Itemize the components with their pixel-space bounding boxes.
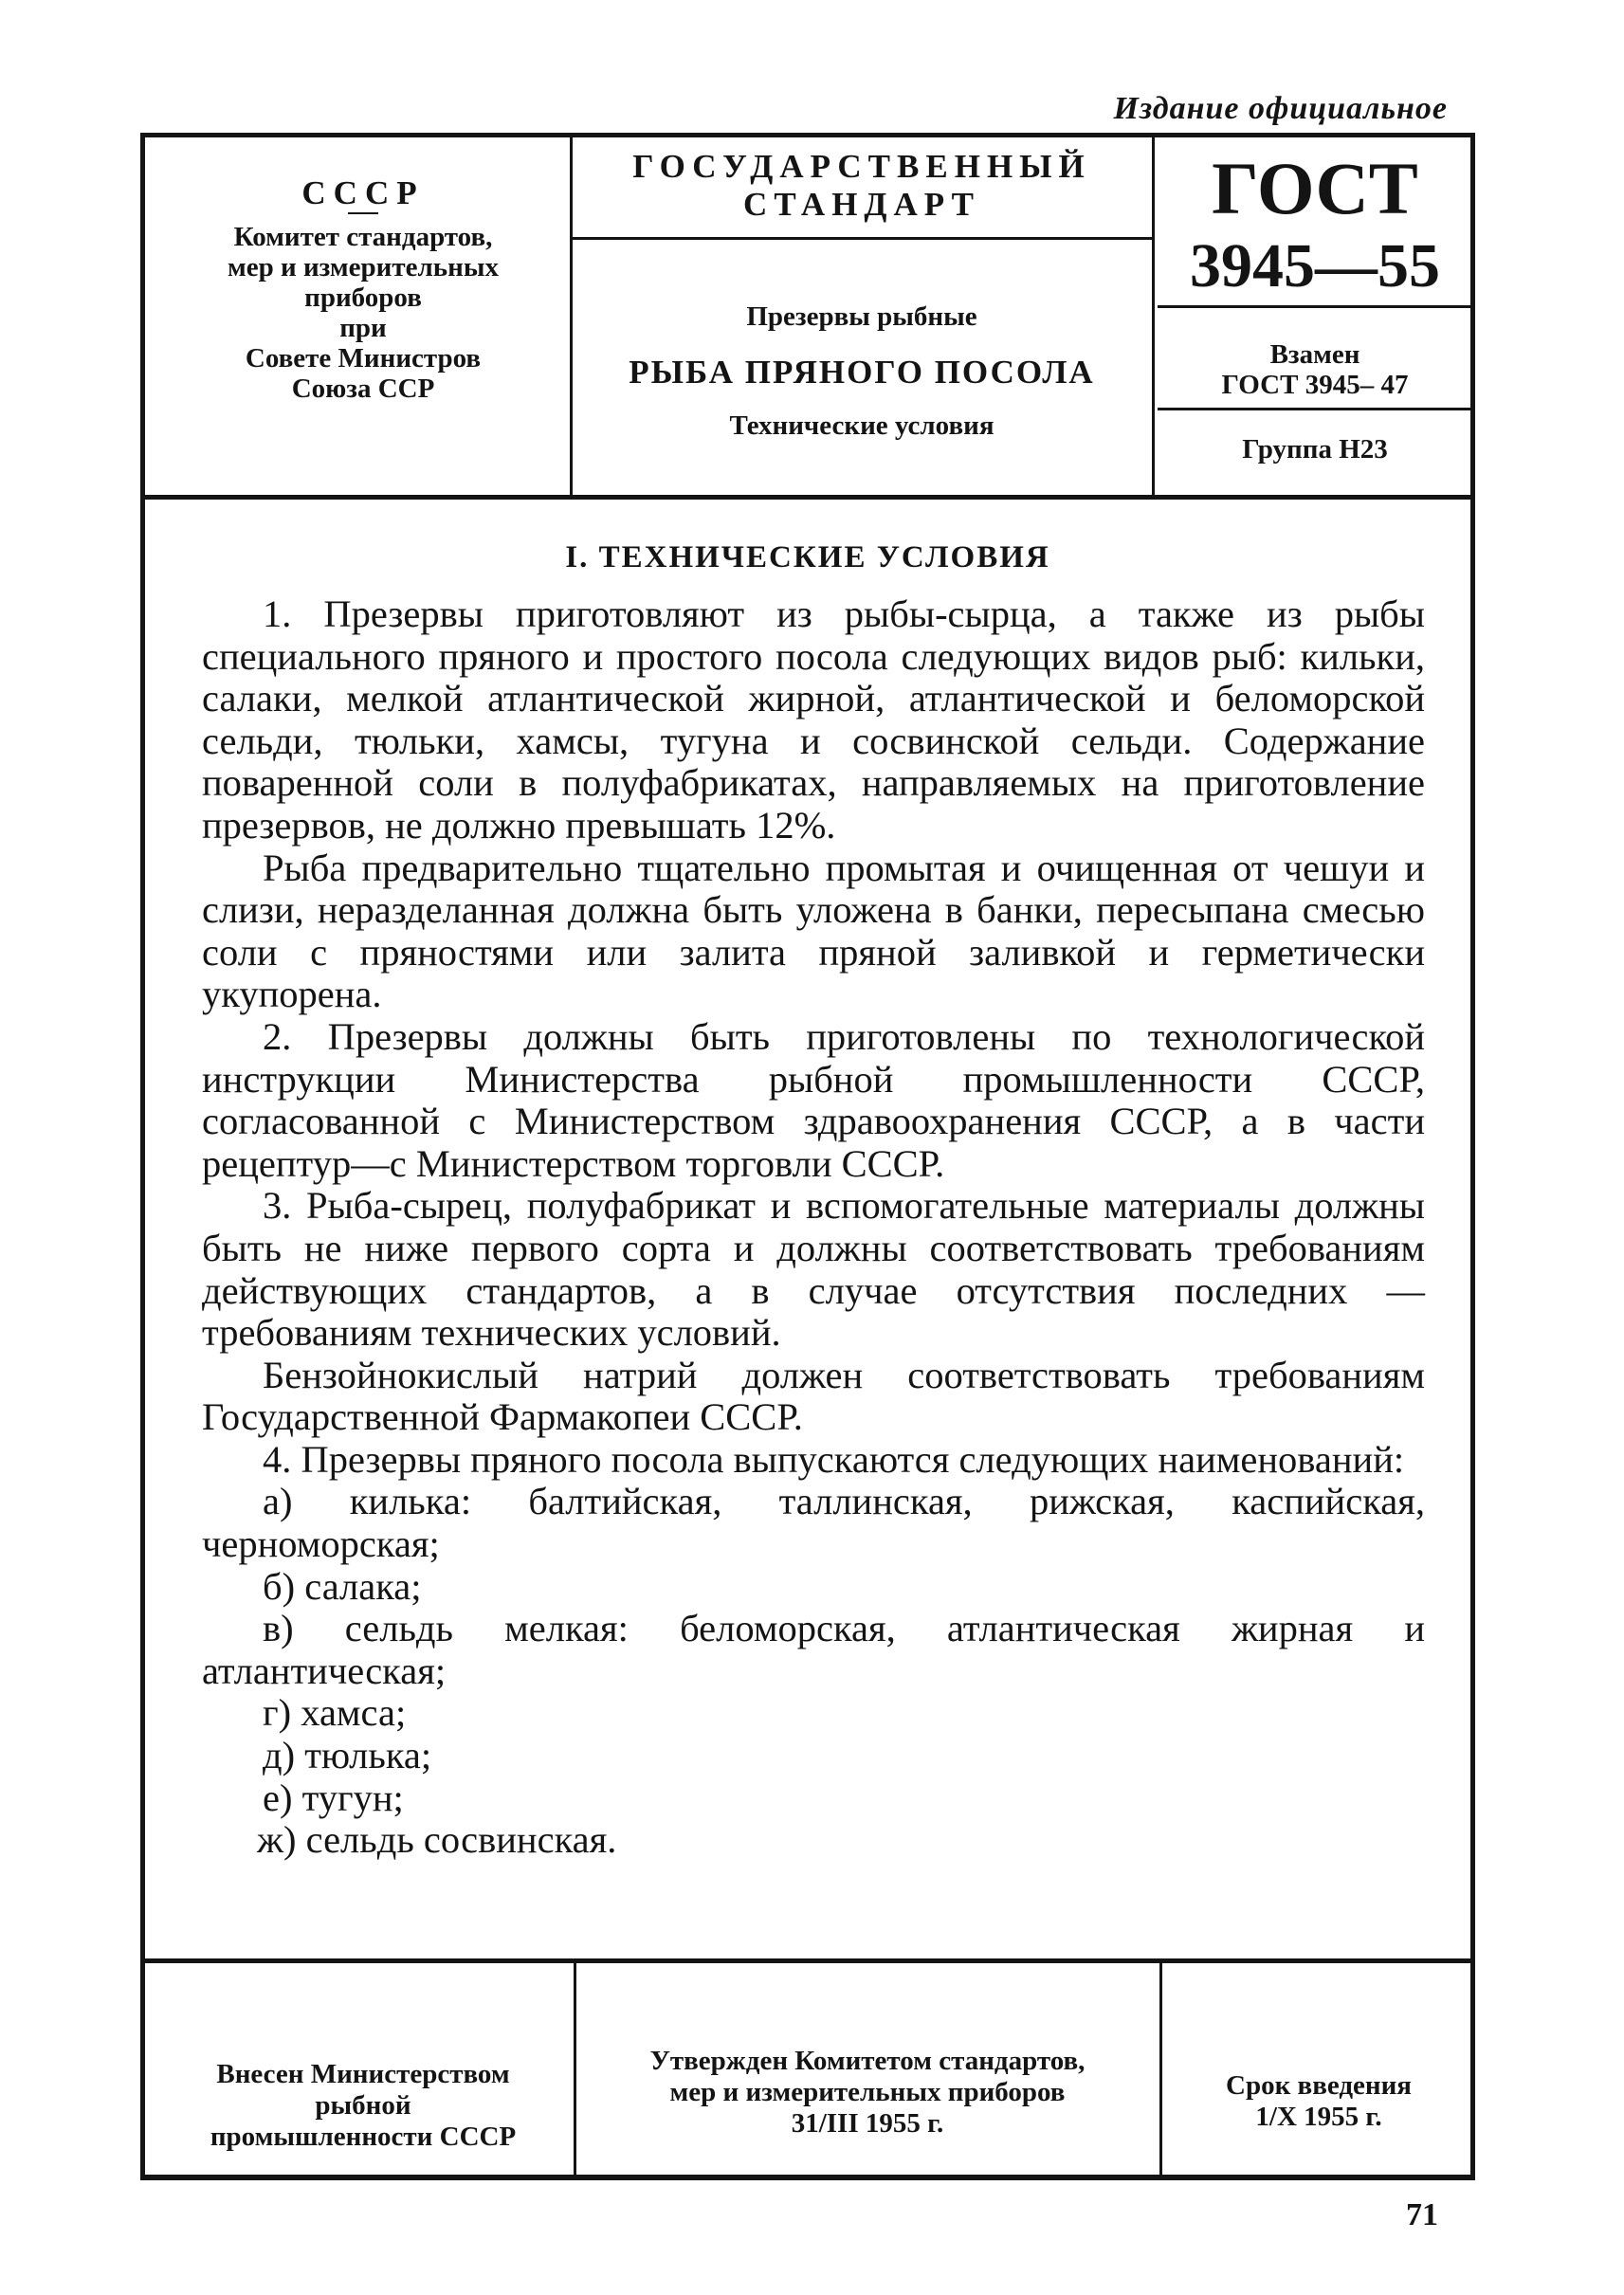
section-body: [202, 593, 1425, 1862]
issuer-line: приборов: [304, 282, 422, 313]
list-item: ж) сельдь сосвинская.: [257, 1818, 617, 1862]
header-bottom-rule: [140, 495, 1475, 500]
gost-rule: [1158, 305, 1475, 308]
paragraph: 4. Презервы пряного посола выпускаются следующих наименований:: [263, 1437, 1405, 1481]
introduced-by: [155, 2059, 572, 2153]
issuer-line: Совете Министров: [245, 343, 482, 373]
introduced-line: Внесен Министерством: [216, 2059, 510, 2089]
edition-label: Издание официальное: [1113, 91, 1448, 126]
list-item: д) тюлька;: [263, 1734, 432, 1777]
gost-label: ГОСТ: [1212, 147, 1418, 229]
approved-line: мер и измерительных приборов: [669, 2077, 1066, 2107]
section-title: I. ТЕХНИЧЕСКИЕ УСЛОВИЯ: [565, 540, 1050, 574]
heading-rule: [572, 237, 1152, 240]
introduced-line: рыбной: [315, 2090, 411, 2121]
gost-block: [1158, 147, 1472, 305]
effective-line: 1/Х 1955 г.: [1255, 2102, 1382, 2132]
gost-number: 3945—55: [1190, 231, 1440, 301]
paragraph: Рыба предварительно тщательно промытая и очищенная от чешуи и слизи, неразделанная должна быть уложена в банки, пересыпана смесью соли с пряностями или залита пряной заливкой и герметически укупорена.: [202, 846, 1425, 1016]
top-rule: [140, 133, 1475, 137]
list-item: б) салака;: [263, 1564, 422, 1608]
replaces-block: [1158, 339, 1472, 400]
effective-date: [1165, 2070, 1472, 2133]
list-item: г) хамса;: [263, 1691, 407, 1735]
product-name: РЫБА ПРЯНОГО ПОСОЛА: [629, 354, 1095, 391]
footer-divider-left: [574, 1962, 576, 2175]
list-item: е) тугун;: [263, 1776, 404, 1819]
approved-by: [577, 2046, 1158, 2140]
standard-title: [572, 290, 1152, 442]
replace-rule: [1158, 408, 1475, 410]
issuer-line: Комитет стандартов,: [233, 222, 493, 252]
standard-heading: [572, 148, 1152, 224]
issuer-block: [155, 174, 572, 404]
replace-line-1: Взамен: [1269, 339, 1360, 370]
header-divider-right: [1152, 133, 1155, 497]
footer-top-rule: [140, 1958, 1475, 1963]
footer-divider-right: [1159, 1962, 1162, 2175]
replace-line-2: ГОСТ 3945– 47: [1221, 370, 1409, 400]
heading-line-2: СТАНДАРТ: [743, 186, 980, 223]
page-number: 71: [1406, 2197, 1438, 2232]
paragraph: 2. Презервы должны быть приготовлены по технологической инструкции Министерства рыбной промышленности СССР, согласованной с Министерством здравоохранения СССР, а в части рецептур—с Министерством торговли СССР.: [202, 1014, 1425, 1185]
paragraph: Бензойнокислый натрий должен соответствовать требованиям Государственной Фармакопеи СССР.: [202, 1353, 1425, 1439]
issuer-line: мер и измерительных: [228, 252, 499, 282]
conditions-label: Технические условия: [729, 410, 994, 441]
paragraph: 1. Презервы приготовляют из рыбы-сырца, а также из рыбы специального пряного и простого посола следующих видов рыб: кильки, салаки, мелкой атлантической жирной, атлантической и беломорской сельди, тюльки, хамсы, тугуна и сосвинской сельди. Содержание поваренной соли в полуфабрикатах, направляемых на приготовление презервов, не должно превышать 12%.: [202, 592, 1425, 847]
issuer-line: при: [339, 313, 387, 343]
product-category: Презервы рыбные: [746, 301, 977, 332]
footer-bottom-rule: [140, 2175, 1475, 2180]
approved-line: 31/III 1955 г.: [791, 2108, 944, 2139]
country-label: СССР: [301, 174, 425, 211]
paragraph: 3. Рыба-сырец, полуфабрикат и вспомогательные материалы должны быть не ниже первого сорта и должны соответствовать требованиям действующих стандартов, а в случае отсутствия последних — требованиям технических условий.: [202, 1184, 1425, 1355]
list-item: в) сельдь мелкая: беломорская, атлантическая жирная и атлантическая;: [202, 1607, 1425, 1692]
issuer-line: Союза ССР: [291, 373, 435, 404]
effective-line: Срок введения: [1226, 2070, 1412, 2101]
approved-line: Утвержден Комитетом стандартов,: [649, 2046, 1086, 2076]
introduced-line: промышленности СССР: [210, 2122, 517, 2152]
list-item: а) килька: балтийская, таллинская, рижская, каспийская, черноморская;: [202, 1480, 1425, 1566]
separator-dash: [348, 212, 378, 214]
group-label: Группа Н23: [1242, 434, 1388, 464]
document-frame: [140, 133, 1475, 2180]
heading-line-1: ГОСУДАРСТВЕННЫЙ: [632, 148, 1091, 185]
